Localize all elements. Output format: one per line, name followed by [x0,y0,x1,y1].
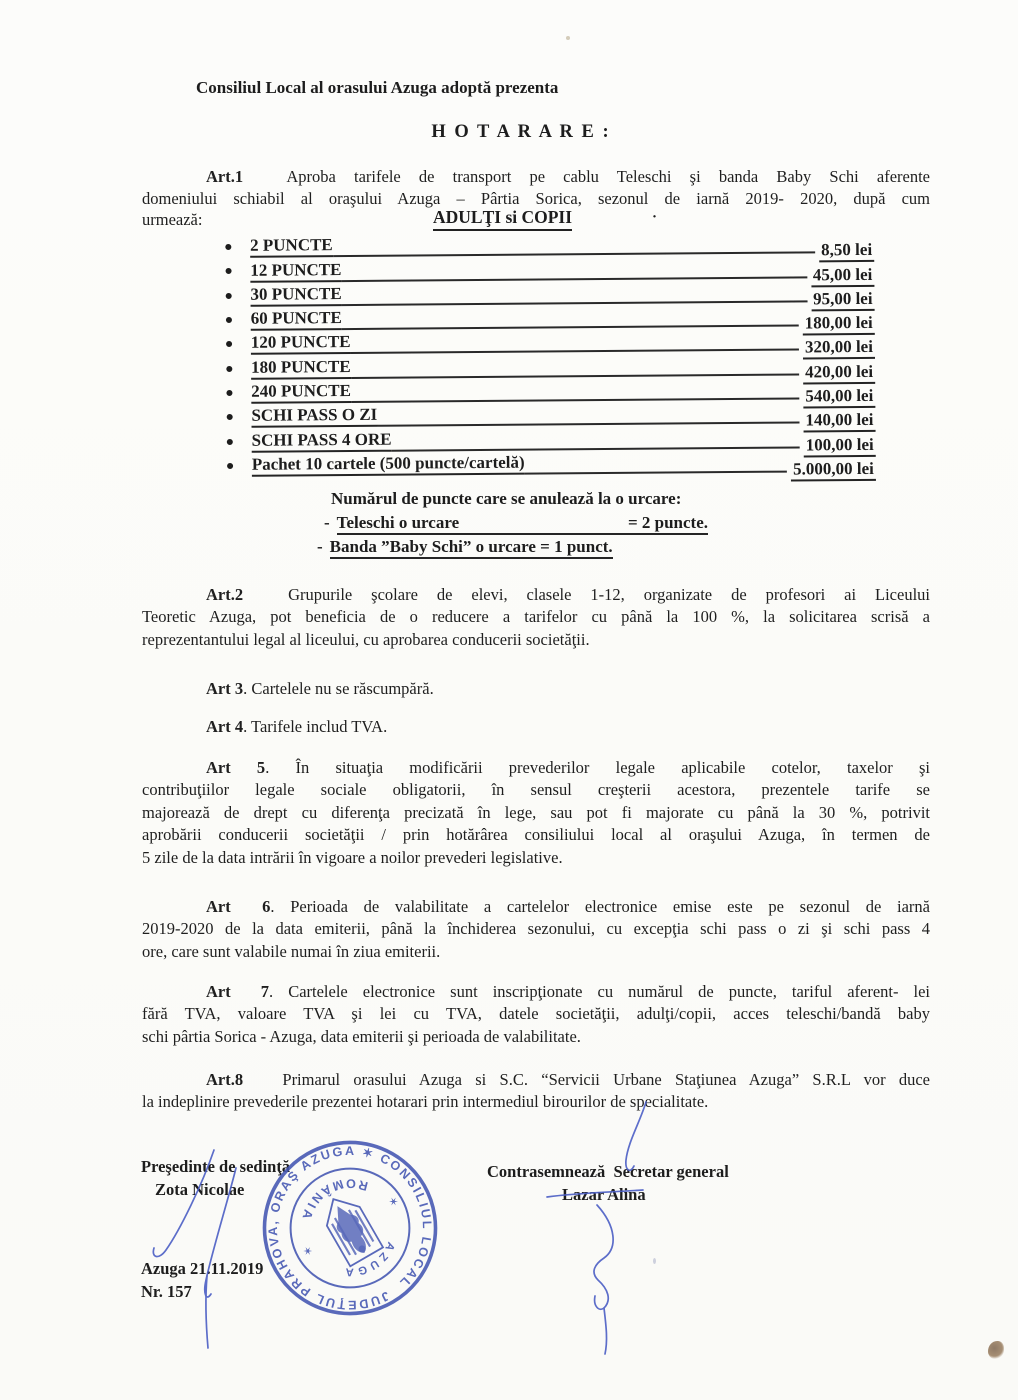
stray-pen-dot: · [652,209,658,225]
signature-right-name: Lazar Alina [562,1185,646,1204]
tariff-price: 8,50 lei [819,240,874,262]
note-line-banda [317,537,613,559]
bullet-icon: ● [224,288,234,304]
tariff-label: 12 PUNCTE [250,260,341,283]
article-1 [142,166,930,211]
bullet-icon: ● [225,361,234,377]
bullet-icon: ● [225,385,234,401]
tariff-label: SCHI PASS O ZI [251,405,377,428]
tariff-price: 420,00 lei [803,362,875,385]
article-4-label: Art 4 [206,717,244,736]
tariff-label: 240 PUNCTE [251,381,351,404]
scan-speck [566,36,570,40]
note-heading: Numărul de puncte care se anulează la o urcare: [331,489,682,508]
stamp-star-right: ✶ [299,1242,315,1259]
issue-block [141,1257,263,1303]
tariff-heading: ADULŢI si COPII [433,207,572,231]
note-line-teleschi [324,513,708,535]
stamp-country-text: ROMÂNIA [298,1176,370,1225]
tariff-row [226,448,876,477]
tariff-price: 45,00 lei [811,264,875,286]
bullet-icon: ● [224,240,233,256]
article-5-label: Art 5 [206,758,266,777]
tariff-price: 5.000,00 lei [791,459,876,482]
tariff-list [224,229,876,477]
article-2: Art.2 Grupurile şcolare de elevi, clasele 1-12, organizate de profesori ai Liceului Teoretic Azuga, pot beneficia de o reducere a tarifelor cu până la 100 %, la solicitarea scrisă a reprezentantului legal al liceului, cu aprobarea conducerii societăţii. [142,585,930,649]
issue-date: Azuga 21.11.2019 [141,1259,264,1278]
decision-number: Nr. 157 [141,1282,192,1301]
stamp-outer-text: JUDEŢUL PRAHOVA, ORAŞ AZUGA ✶ CONSILIUL LOCAL [265,1144,435,1312]
note-value: = 2 puncte. [628,513,708,535]
bullet-icon: ● [225,434,235,450]
article-8-label: Art.8 [206,1070,244,1089]
bullet-icon: ● [224,312,234,329]
tariff-price: 140,00 lei [803,410,875,433]
stamp-city-text: AZUGA [341,1239,397,1278]
scan-speck [653,1258,656,1264]
tariff-price: 100,00 lei [804,435,876,458]
coat-of-arms-icon [317,1190,383,1267]
tariff-label: SCHI PASS 4 ORE [252,429,392,452]
article-7-label: Art 7 [206,982,270,1001]
scan-smudge [988,1341,1004,1359]
council-stamp [260,1138,440,1318]
dash: - [324,513,330,532]
tariff-underline [525,446,788,474]
tariff-label: 2 PUNCTE [250,235,333,258]
article-3-label: Art 3 [206,679,244,698]
article-4: Art 4. Tarifele includ TVA. [206,717,388,736]
signature-block-right [487,1160,729,1206]
bullet-icon: ● [225,410,234,426]
tariff-price: 540,00 lei [803,386,875,409]
decision-title: H O T A R A R E : [431,122,611,142]
stamp-star-left: ✶ [385,1192,401,1209]
article-1-label: Art.1 [206,167,244,186]
article-6: Art 6. Perioada de valabilitate a cartelelor electronice emise este pe sezonul de iarnă 2019-2020 de la data emiterii, până la închiderea sezonului, cu excepţia schi pass o zi şi schi pass 4 ore, care sunt valabile numai în ziua emiterii. [142,897,931,961]
bullet-icon: ● [224,264,233,280]
article-1-trailing: urmează: [142,210,203,229]
note-underline [459,513,628,535]
signature-left-name: Zota Nicolae [155,1180,245,1199]
note-label: Teleschi o urcare [337,513,459,535]
tariff-label: 180 PUNCTE [251,357,351,380]
pen-signature-right [547,1102,646,1354]
article-1-line-1: Aproba tarifele de transport pe cablu Teleschi şi banda Baby Schi aferente [286,167,930,186]
tariff-price: 180,00 lei [803,313,875,336]
article-1-line-2: domeniului schiabil al oraşului Azuga – Pârtia Sorica, sezonul de iarnă 2019- 2020, după cum [142,189,930,209]
article-5: Art 5. În situaţia modificării prevederilor legale aplicabile cotelor, taxelor şi contribuţiilor legale sociale obligatorii, în sensul creşterii acestora, prezentele tarife se majorează de drept cu diferenţa precizată în lege, sau pot fi majorate cu până la 30 %, potrivit aprobării conducerii societăţii / prin hotărârea consiliului local al oraşului Azuga, în termen de 5 zile de la data intrării în vigoare a noilor prevederi legislative. [142,758,930,867]
article-7: Art 7. Cartelele electronice sunt inscripţionate cu numărul de puncte, tariful aferent- lei fără TVA, valoare TVA şi lei cu TVA, datele societăţii, adulţi/copii, acces teleschi/bandă baby schi pârtia Sorica - Azuga, data emiterii şi perioada de valabilitate. [142,982,931,1046]
article-6-label: Art 6 [206,897,271,916]
tariff-label: 120 PUNCTE [251,332,351,355]
bullet-icon: ● [224,337,234,353]
note-text: Banda ”Baby Schi” o urcare = 1 punct. [330,537,613,559]
dash: - [317,537,323,556]
tariff-price: 320,00 lei [803,337,875,360]
tariff-label: 60 PUNCTE [251,308,342,331]
tariff-label: 30 PUNCTE [250,284,341,307]
signature-left-role: Preşedinte de sedinţă [141,1157,291,1176]
article-8: Art.8 Primarul orasului Azuga si S.C. “Servicii Urbane Staţiunea Azuga” S.R.L vor duce la indeplinire prevederile prezentei hotarari prin intermediul birourilor de specialitate. [142,1070,931,1112]
tariff-label: Pachet 10 cartele (500 puncte/cartelă) [252,453,525,477]
signature-right-role: Contrasemnează Secretar general [487,1162,729,1181]
header-intro: Consiliul Local al orasului Azuga adoptă prezenta [196,78,559,97]
bullet-icon: ● [225,458,235,474]
article-3: Art 3. Cartelele nu se răscumpără. [206,679,434,698]
article-2-label: Art.2 [206,585,244,604]
tariff-price: 95,00 lei [811,289,875,311]
